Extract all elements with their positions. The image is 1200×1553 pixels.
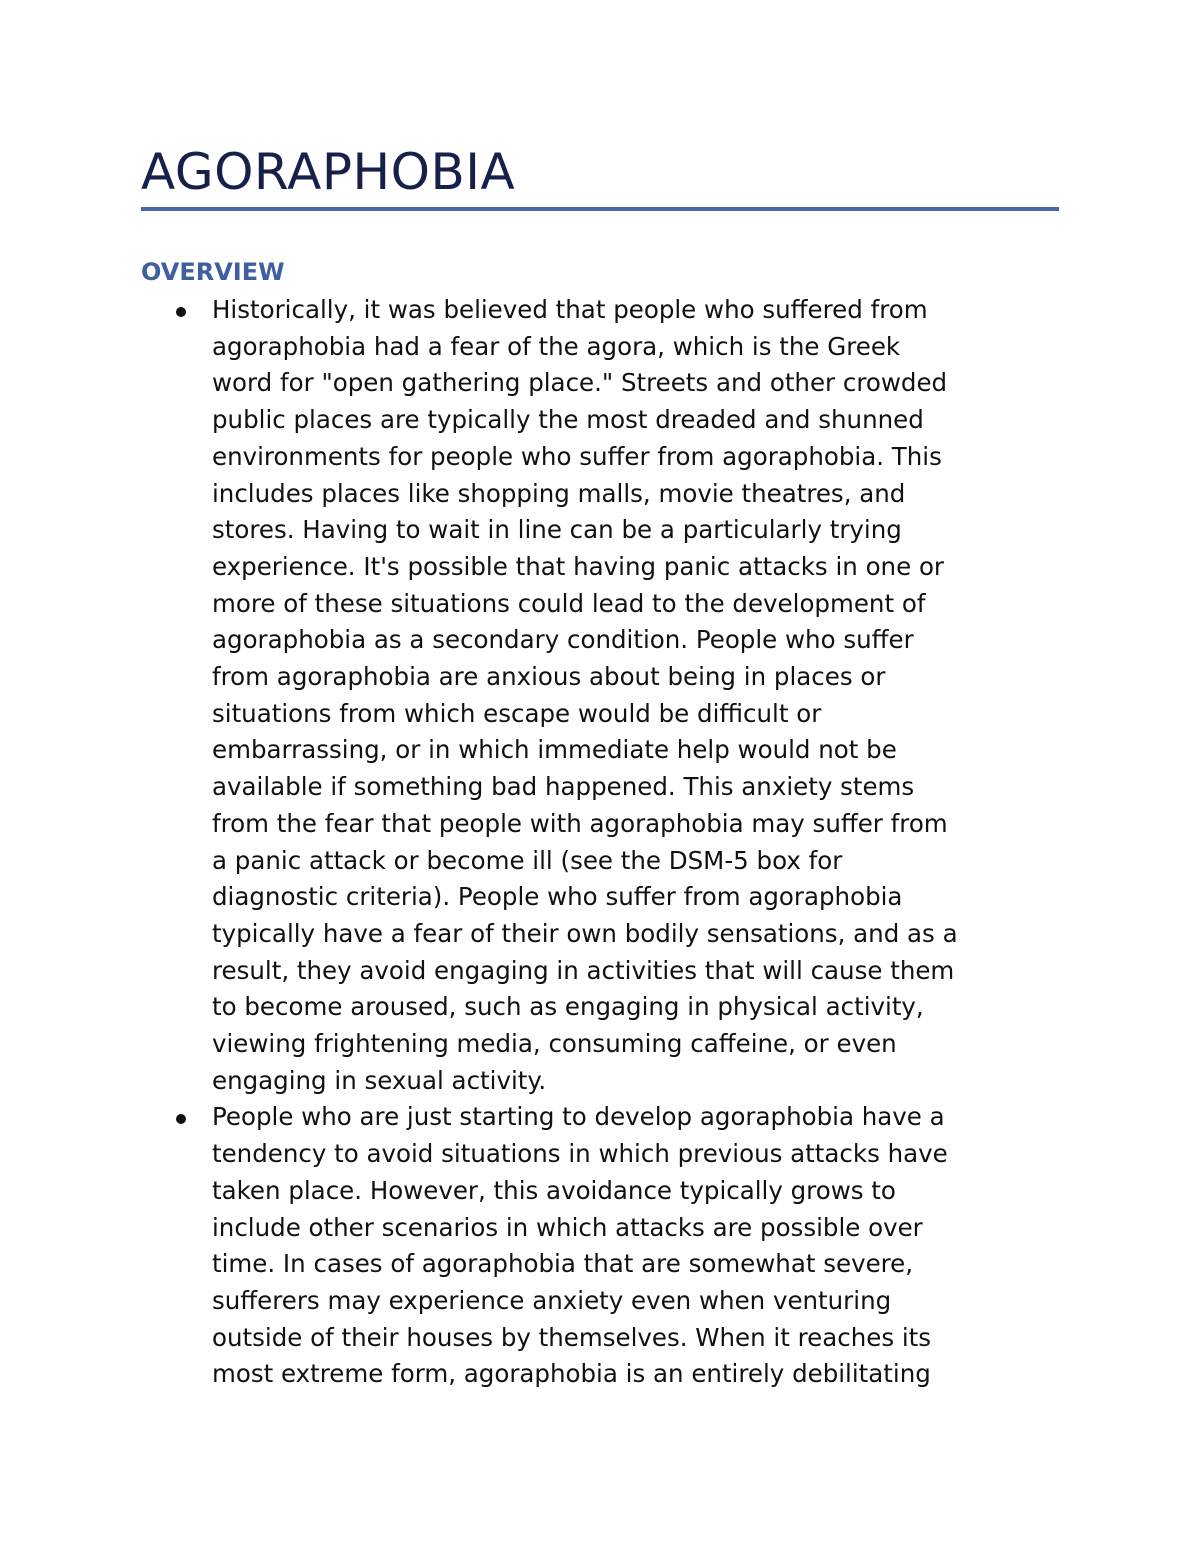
overview-bullet-list bbox=[0, 292, 1200, 1393]
text-line: time. In cases of agoraphobia that are somewhat severe, bbox=[212, 1249, 914, 1279]
text-line: tendency to avoid situations in which previous attacks have bbox=[212, 1139, 948, 1169]
bullet-dot-icon bbox=[176, 307, 186, 317]
text-line: experience. It's possible that having panic attacks in one or bbox=[212, 551, 945, 581]
text-line: situations from which escape would be difficult or bbox=[212, 698, 822, 728]
bullet-dot-icon bbox=[176, 1114, 186, 1124]
bullet-text-1 bbox=[212, 292, 1062, 1099]
text-line: include other scenarios in which attacks are possible over bbox=[212, 1212, 923, 1242]
bullet-item-2 bbox=[0, 1099, 1062, 1393]
text-line: embarrassing, or in which immediate help would not be bbox=[212, 735, 897, 765]
text-line: agoraphobia had a fear of the agora, which is the Greek bbox=[212, 331, 901, 361]
text-line: from the fear that people with agoraphobia may suffer from bbox=[212, 808, 948, 838]
text-line: environments for people who suffer from agoraphobia. This bbox=[212, 441, 942, 471]
text-line: People who are just starting to develop agoraphobia have a bbox=[212, 1102, 945, 1132]
text-line: engaging in sexual activity. bbox=[212, 1065, 547, 1095]
text-line: agoraphobia as a secondary condition. People who suffer bbox=[212, 625, 914, 655]
text-line: typically have a fear of their own bodily sensations, and as a bbox=[212, 918, 958, 948]
text-line: a panic attack or become ill (see the DSM-5 box for bbox=[212, 845, 843, 875]
text-line: available if something bad happened. This anxiety stems bbox=[212, 772, 915, 802]
text-line: sufferers may experience anxiety even when venturing bbox=[212, 1285, 892, 1315]
text-line: to become aroused, such as engaging in physical activity, bbox=[212, 992, 924, 1022]
text-line: result, they avoid engaging in activities that will cause them bbox=[212, 955, 955, 985]
text-line: diagnostic criteria). People who suffer from agoraphobia bbox=[212, 882, 903, 912]
text-line: outside of their houses by themselves. When it reaches its bbox=[212, 1322, 932, 1352]
text-line: public places are typically the most dreaded and shunned bbox=[212, 405, 924, 435]
text-line: more of these situations could lead to the development of bbox=[212, 588, 926, 618]
document-title: AGORAPHOBIA bbox=[141, 143, 516, 201]
bullet-item-1 bbox=[0, 292, 1062, 1099]
text-line: most extreme form, agoraphobia is an entirely debilitating bbox=[212, 1359, 931, 1389]
text-line: includes places like shopping malls, movie theatres, and bbox=[212, 478, 906, 508]
text-line: Historically, it was believed that people who suffered from bbox=[212, 295, 928, 324]
text-line: stores. Having to wait in line can be a particularly trying bbox=[212, 515, 902, 545]
text-line: viewing frightening media, consuming caffeine, or even bbox=[212, 1029, 897, 1059]
text-line: from agoraphobia are anxious about being in places or bbox=[212, 662, 886, 692]
text-line: taken place. However, this avoidance typically grows to bbox=[212, 1175, 896, 1205]
title-underline-rule bbox=[141, 207, 1059, 211]
bullet-text-2 bbox=[212, 1099, 1062, 1393]
text-line: word for "open gathering place." Streets and other crowded bbox=[212, 368, 948, 398]
section-heading-overview: OVERVIEW bbox=[141, 258, 285, 286]
